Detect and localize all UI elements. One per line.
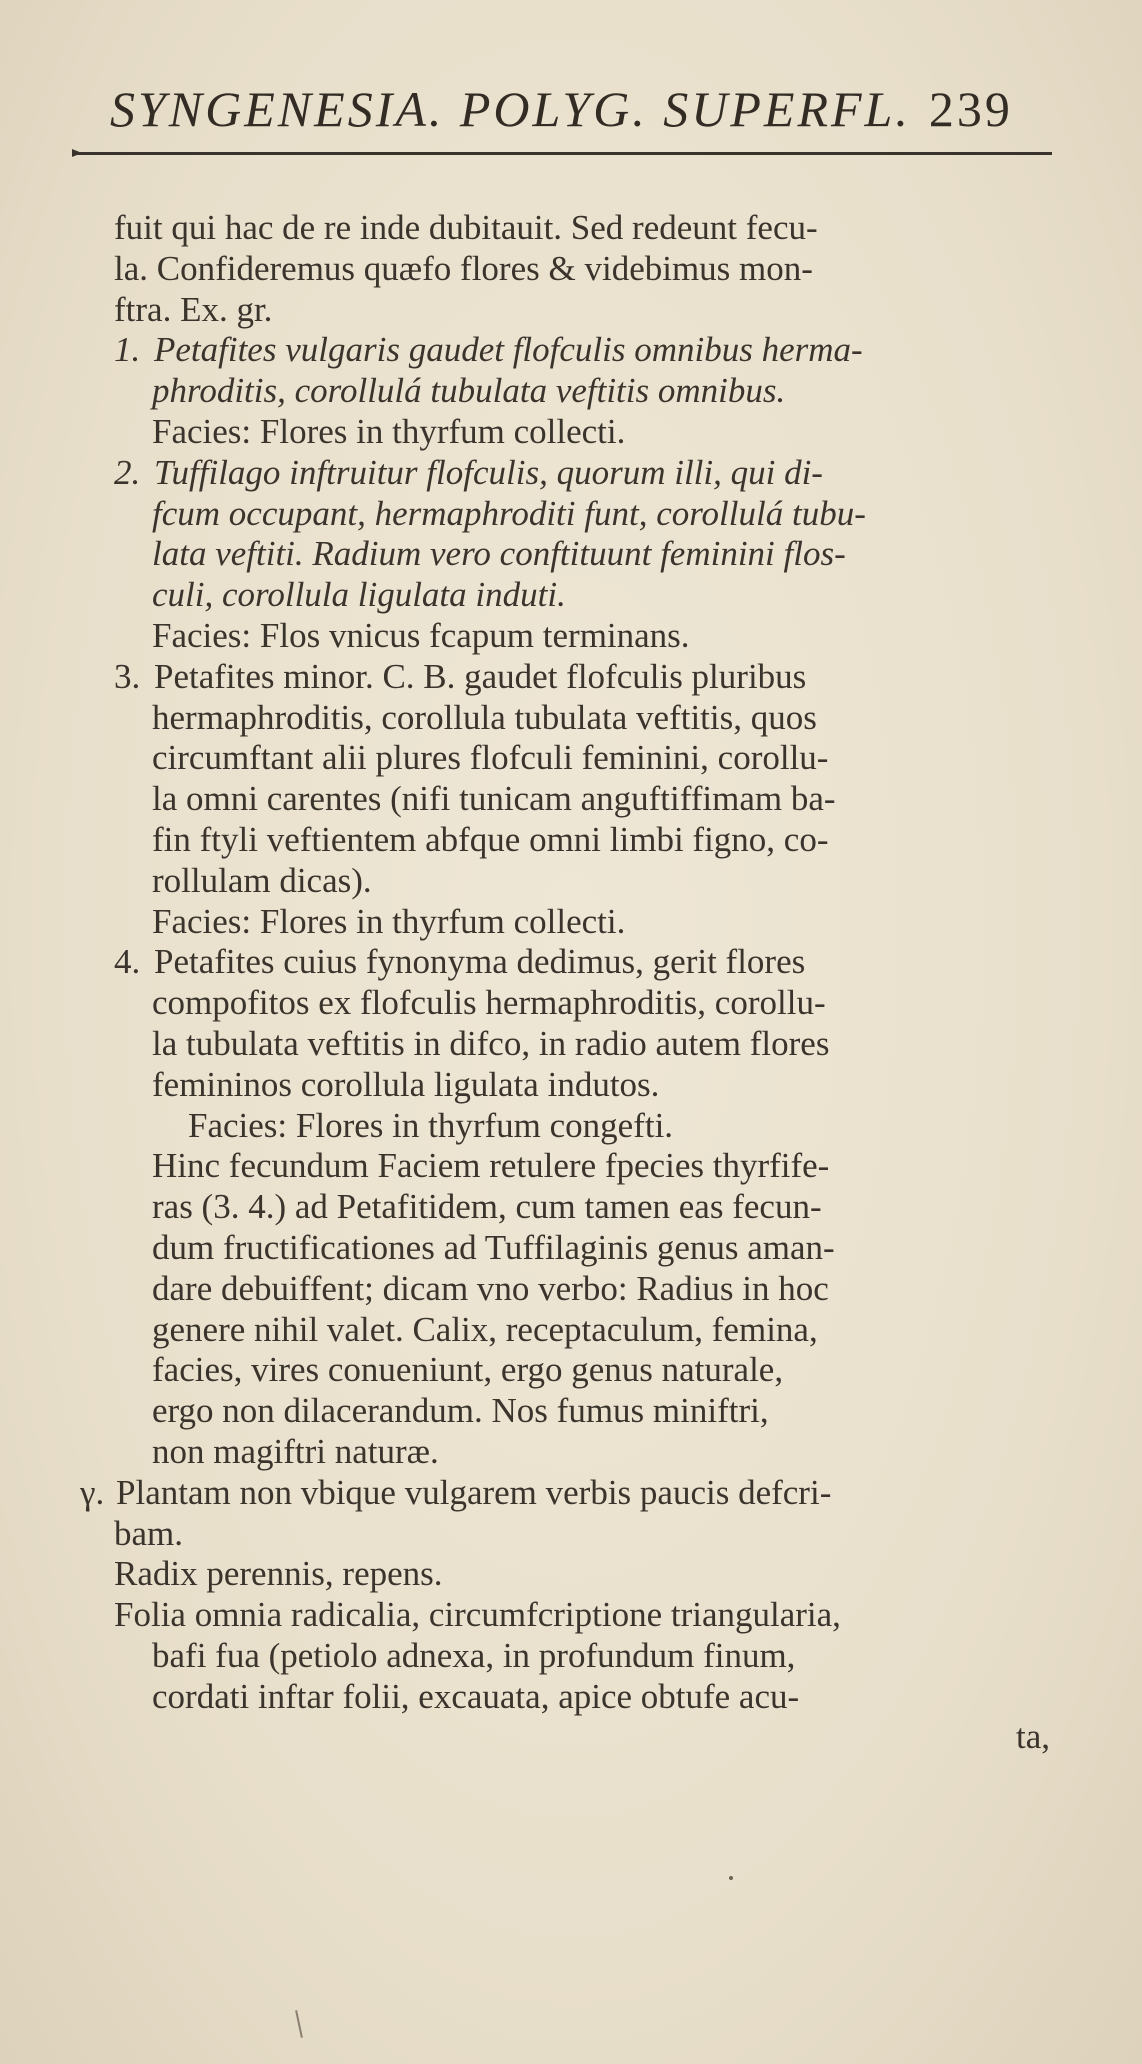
item-number: 4.: [114, 942, 141, 982]
text-line: non magiftri naturæ.: [152, 1431, 439, 1471]
ink-speck: [729, 1876, 733, 1880]
text-line: bam.: [114, 1513, 184, 1553]
running-title: SYNGENESIA. POLYG. SUPERFL.: [110, 81, 911, 137]
header-rule: [72, 152, 1052, 155]
text-line: femininos corollula ligulata indutos.: [152, 1064, 660, 1104]
body-text: [80, 208, 1070, 1758]
text-line: la tubulata veftitis in difco, in radio autem flores: [152, 1023, 830, 1063]
text-line: Folia omnia radicalia, circumfcriptione triangularia,: [114, 1595, 841, 1635]
text-line: fuit qui hac de re inde dubitauit. Sed redeunt fecu-: [114, 208, 818, 247]
text-line: ftra. Ex. gr.: [114, 289, 273, 329]
text-line: dum fructificationes ad Tuffilaginis genus aman-: [152, 1227, 835, 1267]
text-line: Facies: Flores in thyrfum collecti.: [152, 411, 626, 451]
running-head: [110, 80, 1050, 138]
text-line: dare debuiffent; dicam vno verbo: Radius in hoc: [152, 1268, 829, 1308]
text-line: [80, 942, 1070, 983]
item-number: γ.: [80, 1472, 105, 1512]
item-number: 1.: [114, 330, 141, 370]
ink-stroke: [295, 2010, 303, 2038]
text-line: cordati inftar folii, excauata, apice obtufe acu-: [152, 1676, 800, 1716]
text-line: Hinc fecundum Faciem retulere fpecies thyrfife-: [152, 1146, 830, 1186]
text-line: ergo non dilacerandum. Nos fumus miniftri,: [152, 1391, 769, 1431]
line-text: Petafites vulgaris gaudet flofculis omnibus herma-: [154, 330, 863, 370]
text-line: compofitos ex flofculis hermaphroditis, corollu-: [152, 983, 826, 1023]
text-line: fin ftyli veftientem abfque omni limbi figno, co-: [152, 819, 829, 859]
text-line: Facies: Flos vnicus fcapum terminans.: [152, 615, 690, 655]
text-line: [80, 657, 1070, 698]
text-line: [80, 1473, 1070, 1514]
text-line: [80, 330, 1070, 371]
line-text: Plantam non vbique vulgarem verbis paucis defcri-: [116, 1472, 832, 1512]
text-line: lata veftiti. Radium vero conftituunt feminini flos-: [152, 534, 846, 574]
text-line: la omni carentes (nifi tunicam anguftiffimam ba-: [152, 779, 836, 819]
line-text: Petafites cuius fynonyma dedimus, gerit flores: [154, 942, 806, 982]
text-line: ras (3. 4.) ad Petafitidem, cum tamen eas fecun-: [152, 1187, 822, 1227]
text-line: culi, corollula ligulata induti.: [152, 575, 566, 615]
text-line: fcum occupant, hermaphroditi funt, corollulá tubu-: [152, 493, 866, 533]
catchword: ta,: [1015, 1717, 1050, 1757]
text-line: phroditis, corollulá tubulata veftitis omnibus.: [152, 371, 786, 411]
item-number: 2.: [114, 452, 141, 492]
item-number: 3.: [114, 656, 141, 696]
text-line: la. Confideremus quæfo flores & videbimus mon-: [114, 248, 813, 288]
text-line: Facies: Flores in thyrfum congefti.: [188, 1105, 674, 1145]
line-text: Tuffilago inftruitur flofculis, quorum illi, qui di-: [154, 452, 823, 492]
text-line: rollulam dicas).: [152, 860, 372, 900]
text-line: circumftant alii plures flofculi feminini, corollu-: [152, 738, 829, 778]
text-line: Radix perennis, repens.: [114, 1554, 443, 1594]
text-line: bafi fua (petiolo adnexa, in profundum finum,: [152, 1635, 796, 1675]
text-line: Facies: Flores in thyrfum collecti.: [152, 901, 626, 941]
page-number: 239: [928, 81, 1013, 137]
line-text: Petafites minor. C. B. gaudet flofculis pluribus: [154, 656, 807, 696]
text-line: genere nihil valet. Calix, receptaculum, femina,: [152, 1309, 818, 1349]
text-line: [80, 453, 1070, 494]
text-line: facies, vires conueniunt, ergo genus naturale,: [152, 1350, 784, 1390]
text-line: hermaphroditis, corollula tubulata veftitis, quos: [152, 697, 817, 737]
